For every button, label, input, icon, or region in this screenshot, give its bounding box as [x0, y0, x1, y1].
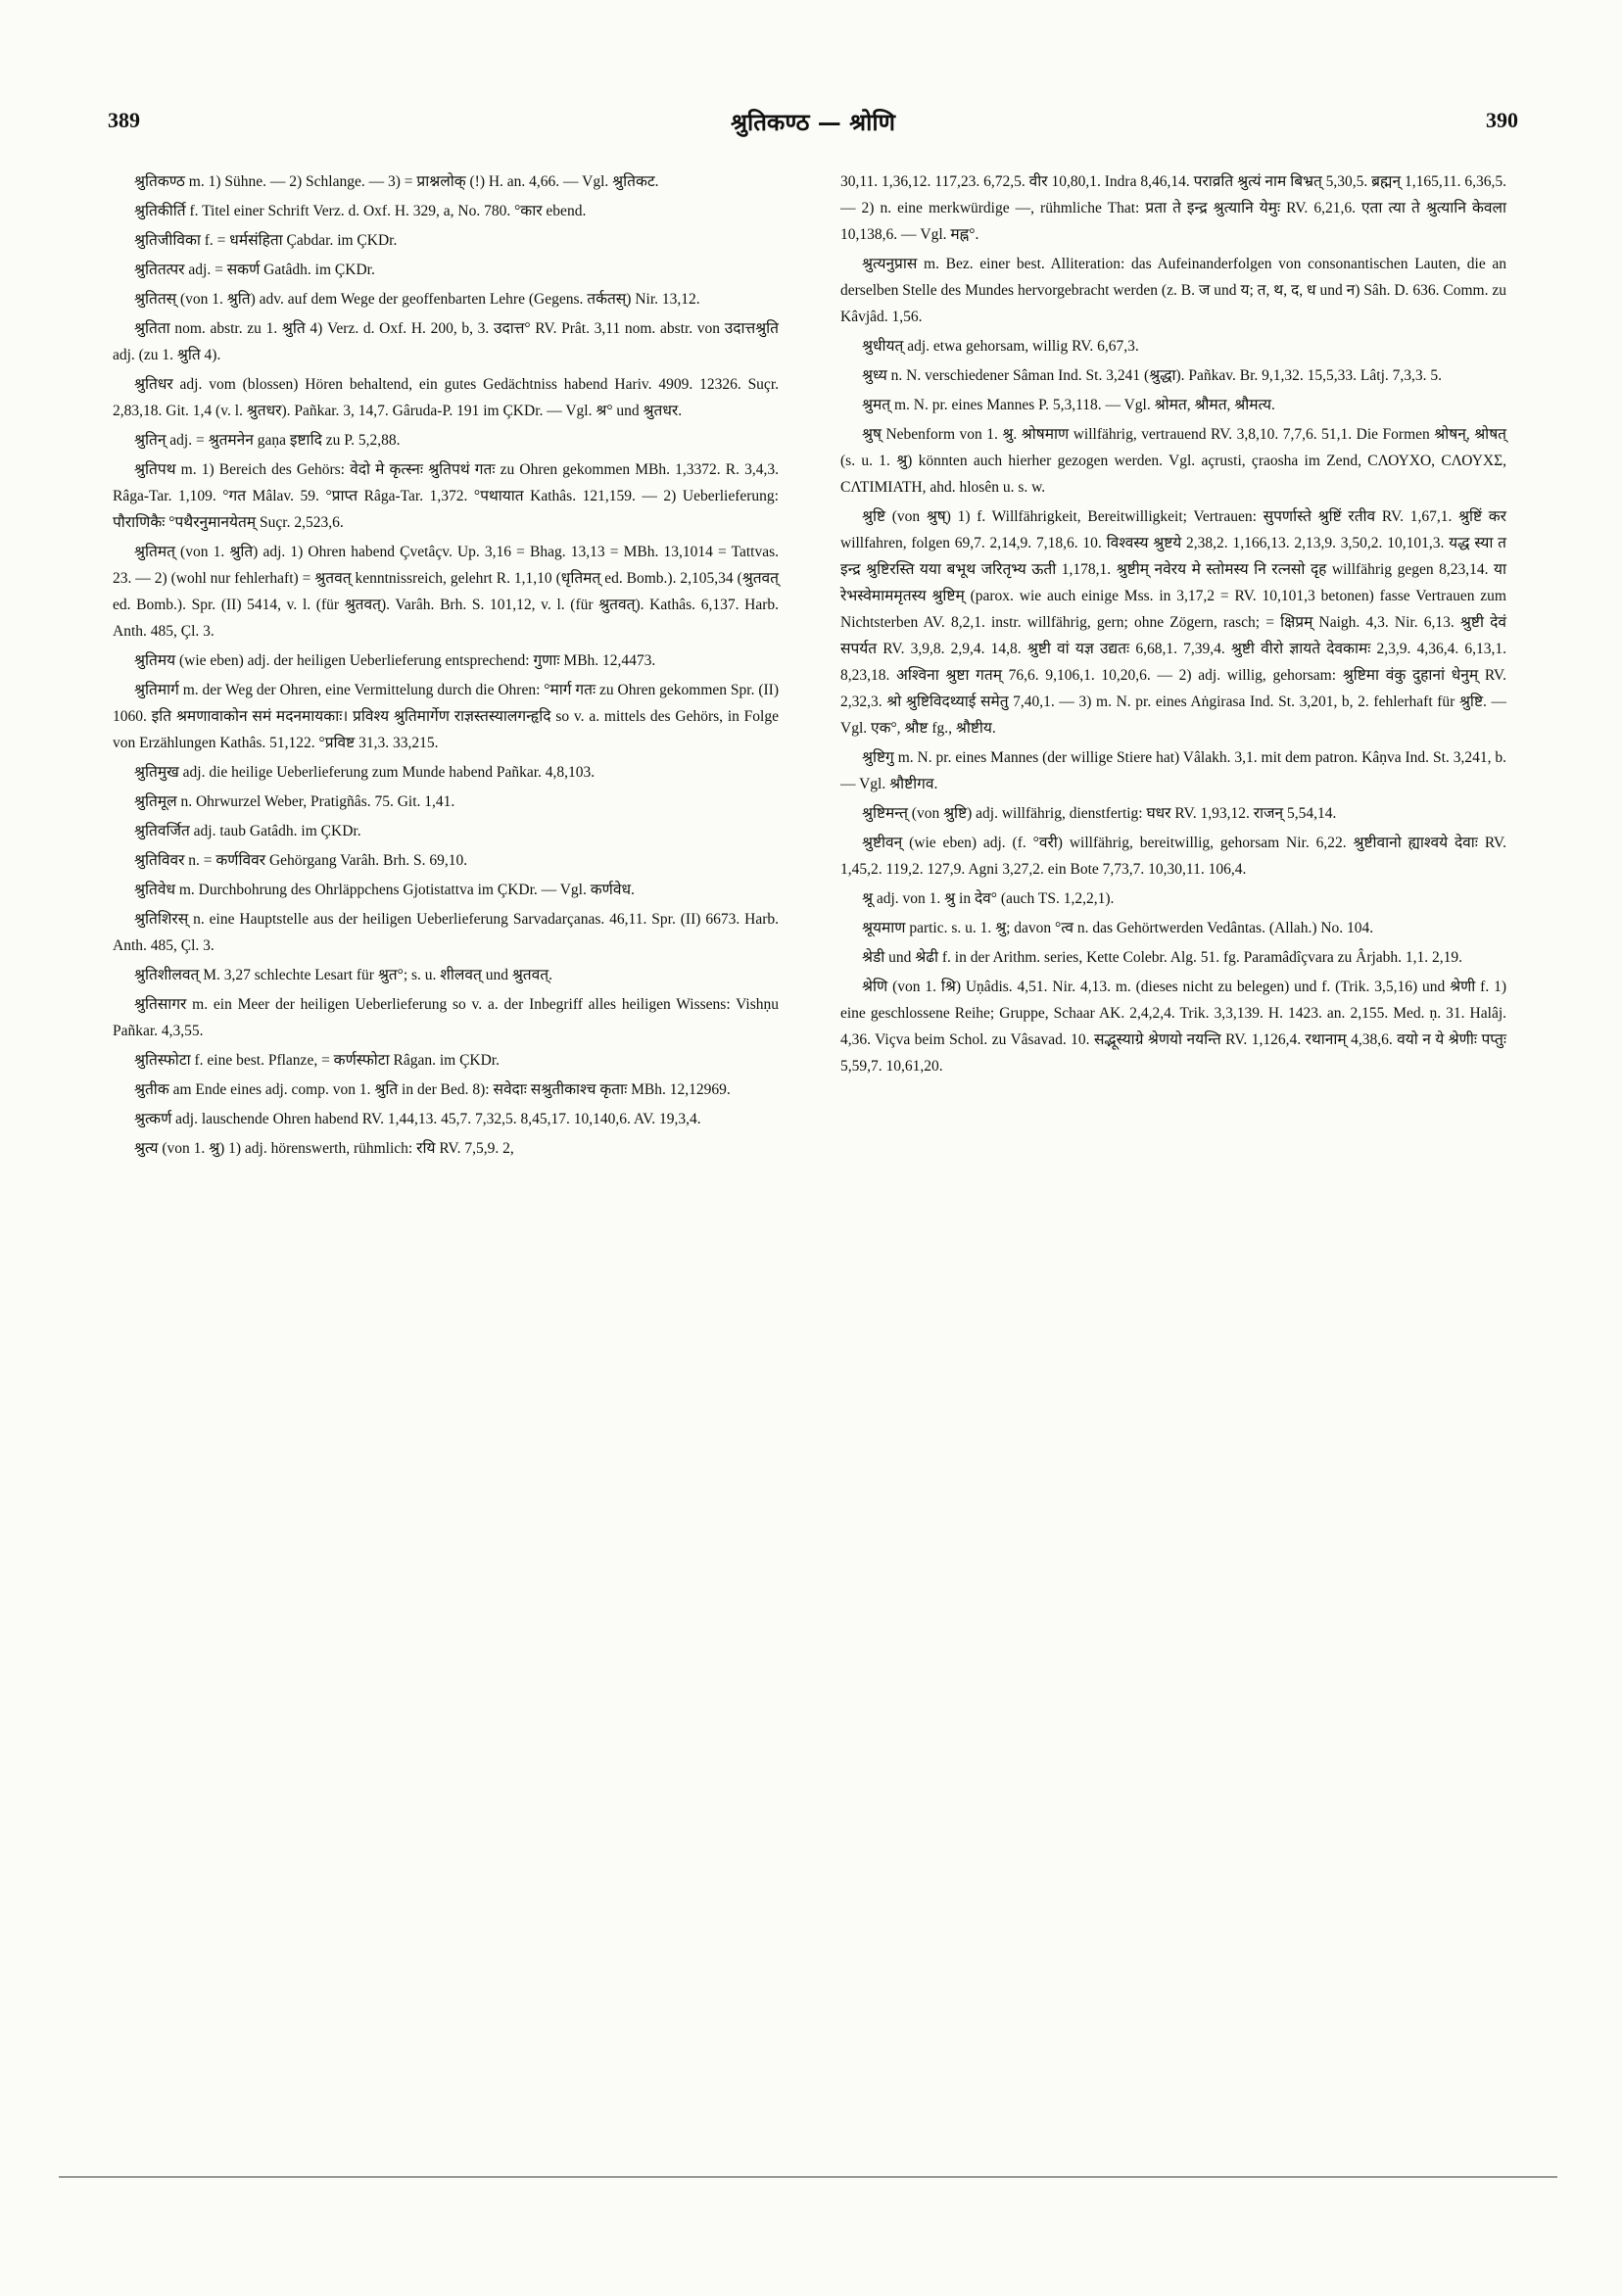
- page-header: [108, 108, 1518, 147]
- dictionary-entry: श्रुधीयत् adj. etwa gehorsam, willig RV. 6,67,3.: [862, 338, 1139, 355]
- dictionary-entry: श्रुतीक am Ende eines adj. comp. von 1. श्रुति in der Bed. 8): सवेदाः सश्रुतीकाश्च कृताः MBh. 12,12969.: [134, 1081, 731, 1098]
- right-column: [840, 168, 1506, 1082]
- dictionary-entry: श्रुतिशीलवत् M. 3,27 schlechte Lesart für श्रुत°; s. u. शीलवत् und श्रुतवत्.: [134, 967, 552, 983]
- dictionary-entry: श्रुतिजीविका f. = धर्मसंहिता Çabdar. im ÇKDr.: [134, 232, 398, 249]
- dictionary-entry: 30,11. 1,36,12. 117,23. 6,72,5. वीर 10,80,1. Indra 8,46,14. पराव्रति श्रुत्यं नाम बिभ्रत् 5,30,5. ब्रह्मन् 1,165,11. 6,36,5. — 2) n. eine merkwürdige —, rühmliche That: प्रता ते इन्द्र श्रुत्यानि येमुः RV. 6,21,6. एता त्या ते श्रुत्यानि केवला 10,138,6. — Vgl. मह्न°.: [840, 173, 1506, 243]
- dictionary-entry: श्रुतिमार्ग m. der Weg der Ohren, eine Vermittelung durch die Ohren: °मार्ग गतः zu Ohren gekommen Spr. (II) 1060. इति श्रमणावाकोन समं मदनमायकाः। प्रविश्य श्रुतिमार्गेण राज्ञस्तस्यालगन्हृदि so v. a. mittels des Gehörs, in Folge von Erzählungen Kathâs. 51,122. °प्रविष्ट 31,3. 33,215.: [113, 682, 779, 751]
- dictionary-entry: श्रुष्टिमन्त् (von श्रुष्टि) adj. willfährig, dienstfertig: घधर RV. 1,93,12. राजन् 5,54,14.: [862, 805, 1337, 822]
- dictionary-entry: श्रुत्यनुप्रास m. Bez. einer best. Alliteration: das Aufeinanderfolgen von consonantischen Lauten, die an derselben Stelle des Mundes hervorgebracht werden (z. B. ज und य; त, थ, द, ध und न) Sâh. D. 636. Comm. zu Kâvjâd. 1,56.: [840, 256, 1506, 325]
- dictionary-entry: श्रुतिशिरस् n. eine Hauptstelle aus der heiligen Ueberlieferung Sarvadarçanas. 46,11. Spr. (II) 6673. Harb. Anth. 485, Çl. 3.: [113, 911, 779, 954]
- dictionary-entry: श्रुतिपथ m. 1) Bereich des Gehörs: वेदो मे कृत्स्नः श्रुतिपथं गतः zu Ohren gekommen MBh. 1,3372. R. 3,4,3. Râga-Tar. 1,109. °गत Mâlav. 59. °प्राप्त Râga-Tar. 1,372. °पथायात Kathâs. 121,159. — 2) Ueberlieferung: पौराणिकैः °पथैरनुमानयेतम् Suçr. 2,523,6.: [113, 461, 779, 531]
- dictionary-entry: श्रुतिमत् (von 1. श्रुति) adj. 1) Ohren habend Çvetâçv. Up. 3,16 = Bhag. 13,13 = MBh. 13,1014 = Tattvas. 23. — 2) (wohl nur fehlerhaft) = श्रुतवत् kenntnissreich, gelehrt R. 1,1,10 (धृतिमत् ed. Bomb.). 2,105,34 (श्रुतवत् ed. Bomb.). Spr. (II) 5414, v. l. (für श्रुतवत्). Varâh. Brh. S. 101,12, v. l. (für श्रुतवत्). Kathâs. 6,137. Harb. Anth. 485, Çl. 3.: [113, 544, 779, 640]
- dictionary-entry: श्रुतितस् (von 1. श्रुति) adv. auf dem Wege der geoffenbarten Lehre (Gegens. तर्कतस्) Nir. 13,12.: [134, 291, 700, 308]
- dictionary-entry: श्रुत्य (von 1. श्रु) 1) adj. hörenswerth, rühmlich: रयि RV. 7,5,9. 2,: [134, 1140, 514, 1157]
- dictionary-entry: श्रुष्टि (von श्रुष्) 1) f. Willfährigkeit, Bereitwilligkeit; Vertrauen: सुपर्णास्ते श्रुष्टिं रतीव RV. 1,67,1. श्रुष्टिं कर willfahren, folgen 69,7. 2,14,9. 7,18,6. 10. विश्वस्य श्रुष्टये 2,38,2. 1,166,13. 2,13,9. 3,50,2. 10,101,3. यद्ध स्या त इन्द्र श्रुष्टिरस्ति यया बभूथ जरितृभ्य ऊती 1,178,1. श्रुष्टीम् नवेरय मे स्तोमस्य नि रत्नसो दृह willfährig gegen 8,23,14. या रेभस्वेमाममृतस्य श्रुष्टिम् (parox. wie auch einige Mss. in 3,17,2 = RV. 10,101,3 betonen) fasse Vertrauen zum Nichtsterben AV. 8,2,1. instr. willfährig, gern; ohne Zögern, rasch; = क्षिप्रम् Naigh. 4,3. Nir. 6,13. श्रुष्टी देवं सपर्यत RV. 3,9,8. 2,9,4. 14,8. श्रुष्टी वां यज्ञ उद्यतः 6,68,1. 7,39,4. श्रुष्टी वीरो ज्ञायते देवकामः 2,3,9. 4,36,4. 6,13,1. 8,23,18. अश्विना श्रुष्टा गतम् 76,6. 9,106,1. 10,20,6. — 2) adj. willig, gehorsam: श्रुष्टिमा वंकु दुहानां धेनुम् RV. 2,32,3. श्रो श्रुष्टिविदथ्याई समेतु 7,40,1. — 3) m. N. pr. eines Aṅgirasa Ind. St. 3,201, b, 2. fehlerhaft für श्रुष्टि. — Vgl. एक°, श्रौष्ट fg., श्रौष्टीय.: [840, 508, 1506, 737]
- dictionary-entry: श्रुतिता nom. abstr. zu 1. श्रुति 4) Verz. d. Oxf. H. 200, b, 3. उदात्त° RV. Prât. 3,11 nom. abstr. von उदात्तश्रुति adj. (zu 1. श्रुति 4).: [113, 320, 779, 363]
- dictionary-entry: श्रुष् Nebenform von 1. श्रु. श्रोषमाण willfährig, vertrauend RV. 3,8,10. 7,7,6. 51,1. Die Formen श्रोषन्, श्रोषत् (s. u. 1. श्रु) könnten auch hierher gezogen werden. Vgl. açrusti, çraosha im Zend, ϹΛΟΥΧΟ, ϹΛΟΥΧΣ, ϹΛΤΙΜΙΑΤΗ, ahd. hlosên u. s. w.: [840, 426, 1506, 496]
- dictionary-entry: श्रुतिवर्जित adj. taub Gatâdh. im ÇKDr.: [134, 823, 361, 839]
- dictionary-entry: श्रुतिस्फोटा f. eine best. Pflanze, = कर्णस्फोटा Râgan. im ÇKDr.: [134, 1052, 500, 1069]
- dictionary-entry: श्रुमत् m. N. pr. eines Mannes P. 5,3,118. — Vgl. श्रोमत, श्रौमत, श्रौमत्य.: [862, 397, 1275, 413]
- dictionary-entry: श्रुतिधर adj. vom (blossen) Hören behaltend, ein gutes Gedächtniss habend Hariv. 4909. 12326. Suçr. 2,83,18. Git. 1,4 (v. l. श्रुतधर). Pañkar. 3, 14,7. Gâruda-P. 191 im ÇKDr. — Vgl. श्र° und श्रुतधर.: [113, 376, 779, 419]
- dictionary-entry: श्रुतितत्पर adj. = सकर्ण Gatâdh. im ÇKDr.: [134, 262, 375, 278]
- dictionary-entry: श्रू adj. von 1. श्रु in देव° (auch TS. 1,2,2,1).: [862, 890, 1115, 907]
- right-page-number: 390: [1486, 108, 1518, 132]
- footer-rule: [59, 2176, 1557, 2177]
- dictionary-entry: श्रुतिविवर n. = कर्णविवर Gehörgang Varâh. Brh. S. 69,10.: [134, 852, 468, 869]
- left-column: [113, 168, 779, 1165]
- dictionary-entry: श्रुतिमुख adj. die heilige Ueberlieferung zum Munde habend Pañkar. 4,8,103.: [134, 764, 596, 781]
- dictionary-entry: श्रुतिकण्ठ m. 1) Sühne. — 2) Schlange. — 3) = प्राश्नलोक् (!) H. an. 4,66. — Vgl. श्रुतिकट.: [134, 173, 659, 190]
- dictionary-entry: श्रुतिन् adj. = श्रुतमनेन gaṇa इष्टादि zu P. 5,2,88.: [134, 432, 401, 449]
- dictionary-entry: श्रेणि (von 1. श्रि) Uṇâdis. 4,51. Nir. 4,13. m. (dieses nicht zu belegen) und f. (Trik. 3,5,16) und श्रेणी f. 1) eine geschlossene Reihe; Gruppe, Schaar AK. 2,4,2,4. Trik. 3,3,139. H. 1423. an. 2,155. Med. ṇ. 31. Halâj. 4,36. Viçva beim Schol. zu Vâsavad. 10. सद्भूस्याग्रे श्रेणयो नयन्ति RV. 1,126,4. रथानाम् 4,38,6. वयो न ये श्रेणीः पप्तुः 5,59,7. 10,61,20.: [840, 979, 1506, 1075]
- dictionary-entry: श्रूयमाण partic. s. u. 1. श्रु; davon °त्व n. das Gehörtwerden Vedântas. (Allah.) No. 104.: [862, 920, 1374, 936]
- dictionary-entry: श्रुतिसागर m. ein Meer der heiligen Ueberlieferung so v. a. der Inbegriff alles heiligen Wissens: Vishṇu Pañkar. 4,3,55.: [113, 996, 779, 1039]
- dictionary-entry: श्रुतिकीर्ति f. Titel einer Schrift Verz. d. Oxf. H. 329, a, No. 780. °कार ebend.: [134, 203, 587, 219]
- dictionary-entry: श्रुतिवेध m. Durchbohrung des Ohrläppchens Gjotistattva im ÇKDr. — Vgl. कर्णवेध.: [134, 882, 635, 898]
- dictionary-entry: श्रेडी und श्रेढी f. in der Arithm. series, Kette Colebr. Alg. 51. fg. Paramâdîçvara zu Ârjabh. 1,1. 2,19.: [862, 949, 1463, 966]
- dictionary-entry: श्रुत्कर्ण adj. lauschende Ohren habend RV. 1,44,13. 45,7. 7,32,5. 8,45,17. 10,140,6. AV. 19,3,4.: [134, 1111, 701, 1127]
- dictionary-entry: श्रुध्य n. N. verschiedener Sâman Ind. St. 3,241 (श्रुद्धा). Pañkav. Br. 9,1,32. 15,5,33. Lâtj. 7,3,3. 5.: [862, 367, 1442, 384]
- dictionary-entry: श्रुतिमय (wie eben) adj. der heiligen Ueberlieferung entsprechend: गुणाः MBh. 12,4473.: [134, 652, 656, 669]
- dictionary-entry: श्रुष्टीवन् (wie eben) adj. (f. °वरी) willfährig, bereitwillig, gehorsam Nir. 6,22. श्रुष्टीवानो ह्याश्वये देवाः RV. 1,45,2. 119,2. 127,9. Agni 3,27,2. ein Bote 7,73,7. 10,30,11. 106,4.: [840, 835, 1506, 878]
- dictionary-entry: श्रुष्टिगु m. N. pr. eines Mannes (der willige Stiere hat) Vâlakh. 3,1. mit dem patron. Kâṇva Ind. St. 3,241, b. — Vgl. श्रौष्टीगव.: [840, 749, 1506, 792]
- left-page-number: 389: [108, 108, 140, 132]
- dictionary-entry: श्रुतिमूल n. Ohrwurzel Weber, Pratigñâs. 75. Git. 1,41.: [134, 793, 455, 810]
- running-headwords: श्रुतिकण्ठ — श्रोणि: [731, 108, 895, 136]
